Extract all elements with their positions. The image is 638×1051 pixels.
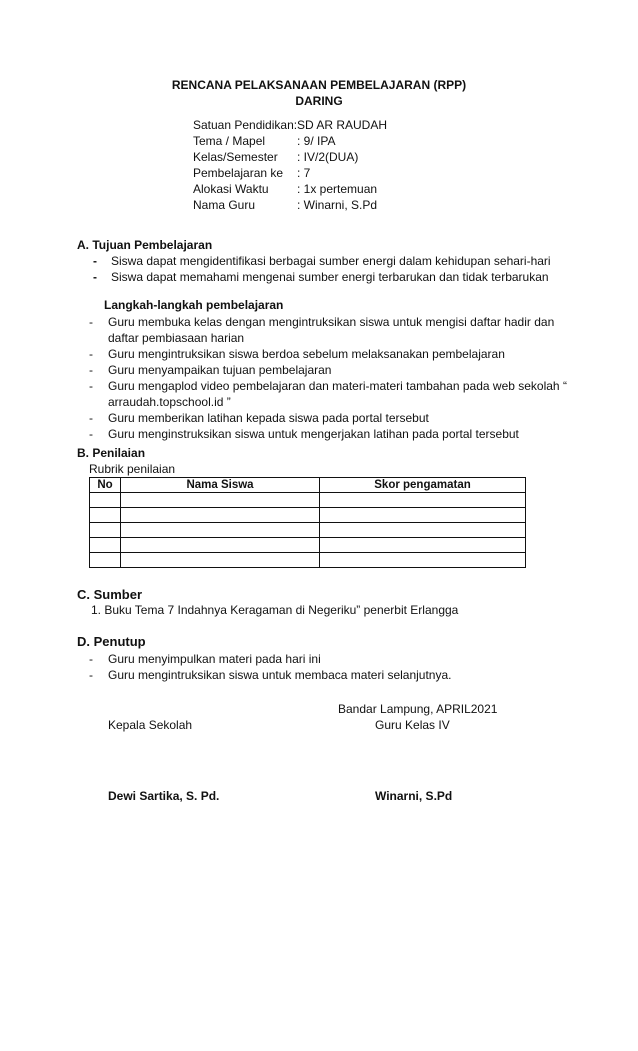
objective-item: Siswa dapat mengidentifikasi berbagai sumber energi dalam kehidupan sehari-hari: [111, 254, 551, 268]
step-item: Guru membuka kelas dengan mengintruksikan siswa untuk mengisi daftar hadir dan: [108, 315, 555, 329]
section-b-heading: B. Penilaian: [77, 446, 146, 460]
table-cell: [320, 523, 526, 538]
bullet: -: [89, 427, 93, 441]
table-cell: [320, 553, 526, 568]
rubric-label: Rubrik penilaian: [89, 462, 176, 476]
left-signatory-name: Dewi Sartika, S. Pd.: [108, 789, 220, 803]
document-title: RENCANA PELAKSANAAN PEMBELAJARAN (RPP): [171, 78, 467, 92]
table-cell: [90, 553, 121, 568]
step-item-continued: arraudah.topschool.id ”: [108, 395, 231, 409]
step-item: Guru mengintruksikan siswa berdoa sebelum melaksanakan pembelajaran: [108, 347, 505, 361]
closing-item: Guru mengintruksikan siswa untuk membaca materi selanjutnya.: [108, 668, 452, 682]
info-value: : IV/2(DUA): [297, 150, 359, 164]
section-d-heading: D. Penutup: [77, 634, 146, 649]
table-row: [90, 523, 526, 538]
table-cell: [121, 493, 320, 508]
table-cell: [90, 538, 121, 553]
info-value: SD AR RAUDAH: [297, 118, 388, 132]
column-header-skor: Skor pengamatan: [320, 478, 526, 493]
info-value: : 9/ IPA: [297, 134, 336, 148]
table-cell: [320, 538, 526, 553]
step-item: Guru memberikan latihan kepada siswa pada portal tersebut: [108, 411, 429, 425]
info-label: Pembelajaran ke: [193, 166, 284, 180]
table-cell: [121, 553, 320, 568]
source-item: 1. Buku Tema 7 Indahnya Keragaman di Negeriku” penerbit Erlangga: [91, 603, 459, 617]
info-label: Alokasi Waktu: [193, 182, 269, 196]
table-cell: [90, 508, 121, 523]
bullet: -: [89, 668, 93, 682]
bullet: -: [89, 652, 93, 666]
document-subtitle: DARING: [295, 94, 343, 108]
left-signatory-role: Kepala Sekolah: [108, 718, 193, 732]
bullet: -: [89, 379, 93, 393]
bullet: -: [89, 411, 93, 425]
info-value: : 7: [297, 166, 311, 180]
table-cell: [320, 508, 526, 523]
table-row: [90, 493, 526, 508]
closing-item: Guru menyimpulkan materi pada hari ini: [108, 652, 321, 666]
table-cell: [90, 493, 121, 508]
column-header-no: No: [90, 478, 121, 493]
table-header-row: [90, 478, 526, 493]
bullet: -: [89, 315, 93, 329]
bullet: -: [89, 347, 93, 361]
info-label: Satuan Pendidikan:: [193, 118, 298, 132]
bullet: -: [93, 270, 97, 284]
step-item: Guru menyampaikan tujuan pembelajaran: [108, 363, 332, 377]
info-label: Kelas/Semester: [193, 150, 278, 164]
step-item: Guru mengaplod video pembelajaran dan materi-materi tambahan pada web sekolah “: [108, 379, 567, 393]
right-signatory-role: Guru Kelas IV: [375, 718, 450, 732]
info-value: : 1x pertemuan: [297, 182, 378, 196]
step-item-continued: daftar pembiasaan harian: [108, 331, 245, 345]
table-cell: [121, 508, 320, 523]
section-a-heading: A. Tujuan Pembelajaran: [77, 238, 213, 252]
objective-item: Siswa dapat memahami mengenai sumber energi terbarukan dan tidak terbarukan: [111, 270, 549, 284]
right-signatory-name: Winarni, S.Pd: [375, 789, 453, 803]
table-row: [90, 508, 526, 523]
bullet: -: [89, 363, 93, 377]
place-date: Bandar Lampung, APRIL2021: [338, 702, 498, 716]
column-header-nama-siswa: Nama Siswa: [121, 478, 320, 493]
info-label: Nama Guru: [193, 198, 256, 212]
table-row: [90, 538, 526, 553]
steps-heading: Langkah-langkah pembelajaran: [104, 298, 284, 312]
table-cell: [320, 493, 526, 508]
bullet: -: [93, 254, 97, 268]
section-c-heading: C. Sumber: [77, 587, 143, 602]
table-cell: [90, 523, 121, 538]
step-item: Guru menginstruksikan siswa untuk mengerjakan latihan pada portal tersebut: [108, 427, 519, 441]
info-value: : Winarni, S.Pd: [297, 198, 378, 212]
rubric-table: [89, 477, 526, 568]
table-cell: [121, 538, 320, 553]
table-cell: [121, 523, 320, 538]
info-label: Tema / Mapel: [193, 134, 266, 148]
table-row: [90, 553, 526, 568]
